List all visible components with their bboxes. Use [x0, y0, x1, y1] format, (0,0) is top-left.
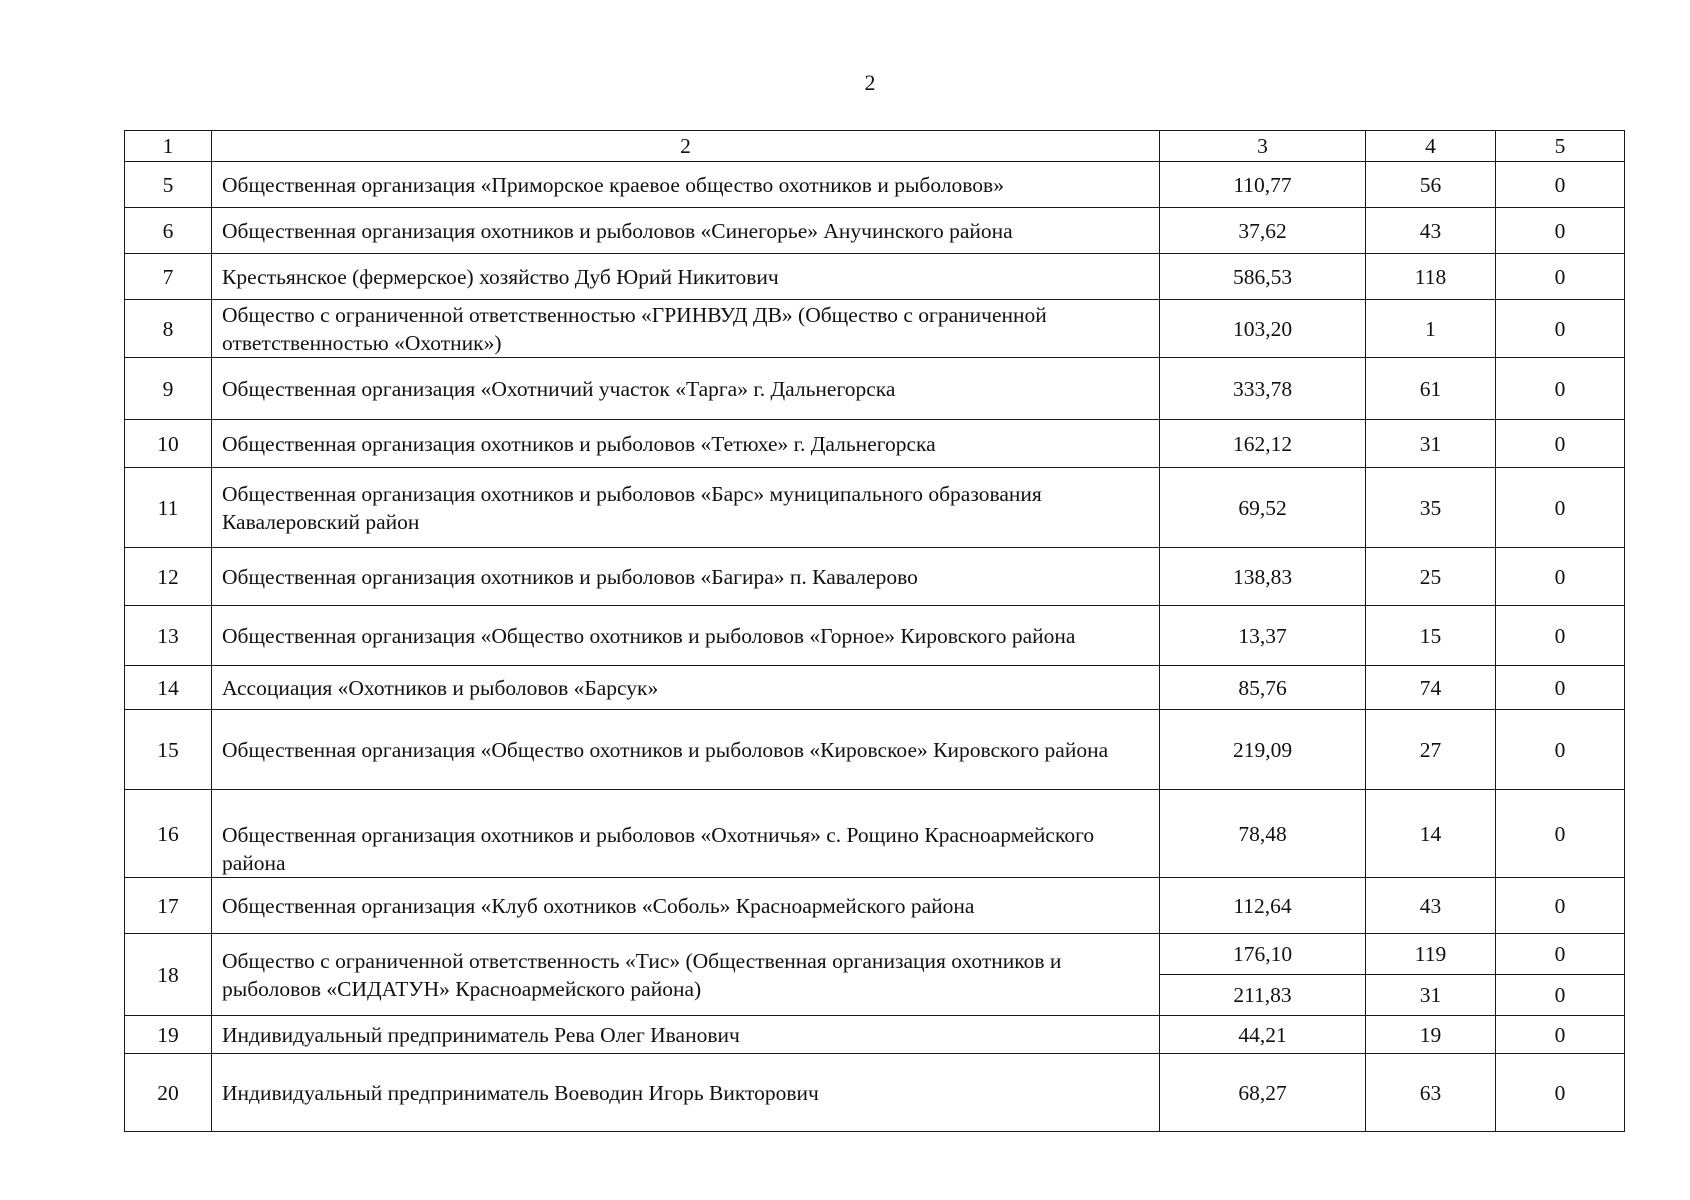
organization-name-cell: Общественная организация охотников и рыболовов «Охотничья» с. Рощино Красноармейского района	[212, 790, 1160, 878]
table-row	[125, 300, 1625, 358]
organization-name-cell: Общественная организация «Клуб охотников «Соболь» Красноармейского района	[212, 878, 1160, 934]
row-number-cell: 13	[125, 606, 212, 666]
table-row	[125, 606, 1625, 666]
zero-value-cell: 0	[1496, 790, 1625, 878]
organization-name-cell: Общественная организация «Приморское краевое общество охотников и рыболовов»	[212, 162, 1160, 208]
table-row	[125, 790, 1625, 878]
organization-name-cell: Индивидуальный предприниматель Рева Олег Иванович	[212, 1016, 1160, 1054]
area-value-cell: 78,48	[1160, 790, 1366, 878]
organization-name-cell: Общественная организация охотников и рыболовов «Барс» муниципального образования Кавалеровский район	[212, 468, 1160, 548]
area-value-cell: 13,37	[1160, 606, 1366, 666]
count-value-cell: 25	[1366, 548, 1496, 606]
header-cell: 2	[212, 131, 1160, 162]
area-value-cell: 68,27	[1160, 1054, 1366, 1132]
zero-value-cell: 0	[1496, 468, 1625, 548]
row-number-cell: 19	[125, 1016, 212, 1054]
zero-value-cell: 0	[1496, 548, 1625, 606]
count-value-cell: 56	[1366, 162, 1496, 208]
area-value-cell: 333,78	[1160, 358, 1366, 420]
table-row	[125, 162, 1625, 208]
organization-name-cell: Общественная организация «Общество охотников и рыболовов «Кировское» Кировского района	[212, 710, 1160, 790]
zero-value-cell: 0	[1496, 1016, 1625, 1054]
count-value-cell: 15	[1366, 606, 1496, 666]
area-value-cell: 110,77	[1160, 162, 1366, 208]
table-row	[125, 934, 1625, 975]
area-value-cell: 211,83	[1160, 975, 1366, 1016]
zero-value-cell: 0	[1496, 934, 1625, 975]
table-row	[125, 878, 1625, 934]
organization-name-cell: Общественная организация охотников и рыболовов «Тетюхе» г. Дальнегорска	[212, 420, 1160, 468]
zero-value-cell: 0	[1496, 300, 1625, 358]
area-value-cell: 69,52	[1160, 468, 1366, 548]
table-row	[125, 358, 1625, 420]
zero-value-cell: 0	[1496, 208, 1625, 254]
organization-name-cell: Общественная организация охотников и рыболовов «Багира» п. Кавалерово	[212, 548, 1160, 606]
count-value-cell: 63	[1366, 1054, 1496, 1132]
zero-value-cell: 0	[1496, 710, 1625, 790]
area-value-cell: 112,64	[1160, 878, 1366, 934]
count-value-cell: 74	[1366, 666, 1496, 710]
table-row	[125, 254, 1625, 300]
count-value-cell: 43	[1366, 878, 1496, 934]
row-number-cell: 8	[125, 300, 212, 358]
count-value-cell: 31	[1366, 420, 1496, 468]
zero-value-cell: 0	[1496, 975, 1625, 1016]
table-row	[125, 468, 1625, 548]
area-value-cell: 138,83	[1160, 548, 1366, 606]
row-number-cell: 9	[125, 358, 212, 420]
row-number-cell: 12	[125, 548, 212, 606]
area-value-cell: 176,10	[1160, 934, 1366, 975]
table-row	[125, 1016, 1625, 1054]
organization-name-cell: Крестьянское (фермерское) хозяйство Дуб Юрий Никитович	[212, 254, 1160, 300]
header-cell: 5	[1496, 131, 1625, 162]
count-value-cell: 35	[1366, 468, 1496, 548]
row-number-cell: 15	[125, 710, 212, 790]
table-header-row	[125, 131, 1625, 162]
row-number-cell: 20	[125, 1054, 212, 1132]
table-row	[125, 548, 1625, 606]
count-value-cell: 61	[1366, 358, 1496, 420]
row-number-cell: 11	[125, 468, 212, 548]
count-value-cell: 118	[1366, 254, 1496, 300]
table-row	[125, 1054, 1625, 1132]
row-number-cell: 18	[125, 934, 212, 1016]
organization-name-cell: Общество с ограниченной ответственность «Тис» (Общественная организация охотников и рыболовов «СИДАТУН» Красноармейского района)	[212, 934, 1160, 1016]
area-value-cell: 219,09	[1160, 710, 1366, 790]
area-value-cell: 37,62	[1160, 208, 1366, 254]
zero-value-cell: 0	[1496, 666, 1625, 710]
organization-name-cell: Индивидуальный предприниматель Воеводин Игорь Викторович	[212, 1054, 1160, 1132]
row-number-cell: 5	[125, 162, 212, 208]
organization-name-cell: Ассоциация «Охотников и рыболовов «Барсук»	[212, 666, 1160, 710]
table-row	[125, 420, 1625, 468]
count-value-cell: 19	[1366, 1016, 1496, 1054]
page-number: 2	[864, 70, 876, 95]
zero-value-cell: 0	[1496, 420, 1625, 468]
row-number-cell: 17	[125, 878, 212, 934]
area-value-cell: 85,76	[1160, 666, 1366, 710]
area-value-cell: 44,21	[1160, 1016, 1366, 1054]
row-number-cell: 6	[125, 208, 212, 254]
header-cell: 1	[125, 131, 212, 162]
table-row	[125, 666, 1625, 710]
row-number-cell: 7	[125, 254, 212, 300]
count-value-cell: 14	[1366, 790, 1496, 878]
zero-value-cell: 0	[1496, 606, 1625, 666]
header-cell: 4	[1366, 131, 1496, 162]
count-value-cell: 31	[1366, 975, 1496, 1016]
organization-name-cell: Общественная организация охотников и рыболовов «Синегорье» Анучинского района	[212, 208, 1160, 254]
count-value-cell: 27	[1366, 710, 1496, 790]
organization-name-cell: Общественная организация «Общество охотников и рыболовов «Горное» Кировского района	[212, 606, 1160, 666]
count-value-cell: 1	[1366, 300, 1496, 358]
zero-value-cell: 0	[1496, 1054, 1625, 1132]
table-row	[125, 710, 1625, 790]
zero-value-cell: 0	[1496, 254, 1625, 300]
area-value-cell: 162,12	[1160, 420, 1366, 468]
header-cell: 3	[1160, 131, 1366, 162]
area-value-cell: 103,20	[1160, 300, 1366, 358]
zero-value-cell: 0	[1496, 162, 1625, 208]
count-value-cell: 43	[1366, 208, 1496, 254]
zero-value-cell: 0	[1496, 878, 1625, 934]
organization-name-cell: Общественная организация «Охотничий участок «Тарга» г. Дальнегорска	[212, 358, 1160, 420]
row-number-cell: 14	[125, 666, 212, 710]
table-row	[125, 208, 1625, 254]
row-number-cell: 16	[125, 790, 212, 878]
count-value-cell: 119	[1366, 934, 1496, 975]
zero-value-cell: 0	[1496, 358, 1625, 420]
row-number-cell: 10	[125, 420, 212, 468]
area-value-cell: 586,53	[1160, 254, 1366, 300]
table-body	[125, 131, 1625, 1132]
organizations-table	[124, 130, 1625, 1132]
organization-name-cell: Общество с ограниченной ответственностью «ГРИНВУД ДВ» (Общество с ограниченной ответственностью «Охотник»)	[212, 300, 1160, 358]
